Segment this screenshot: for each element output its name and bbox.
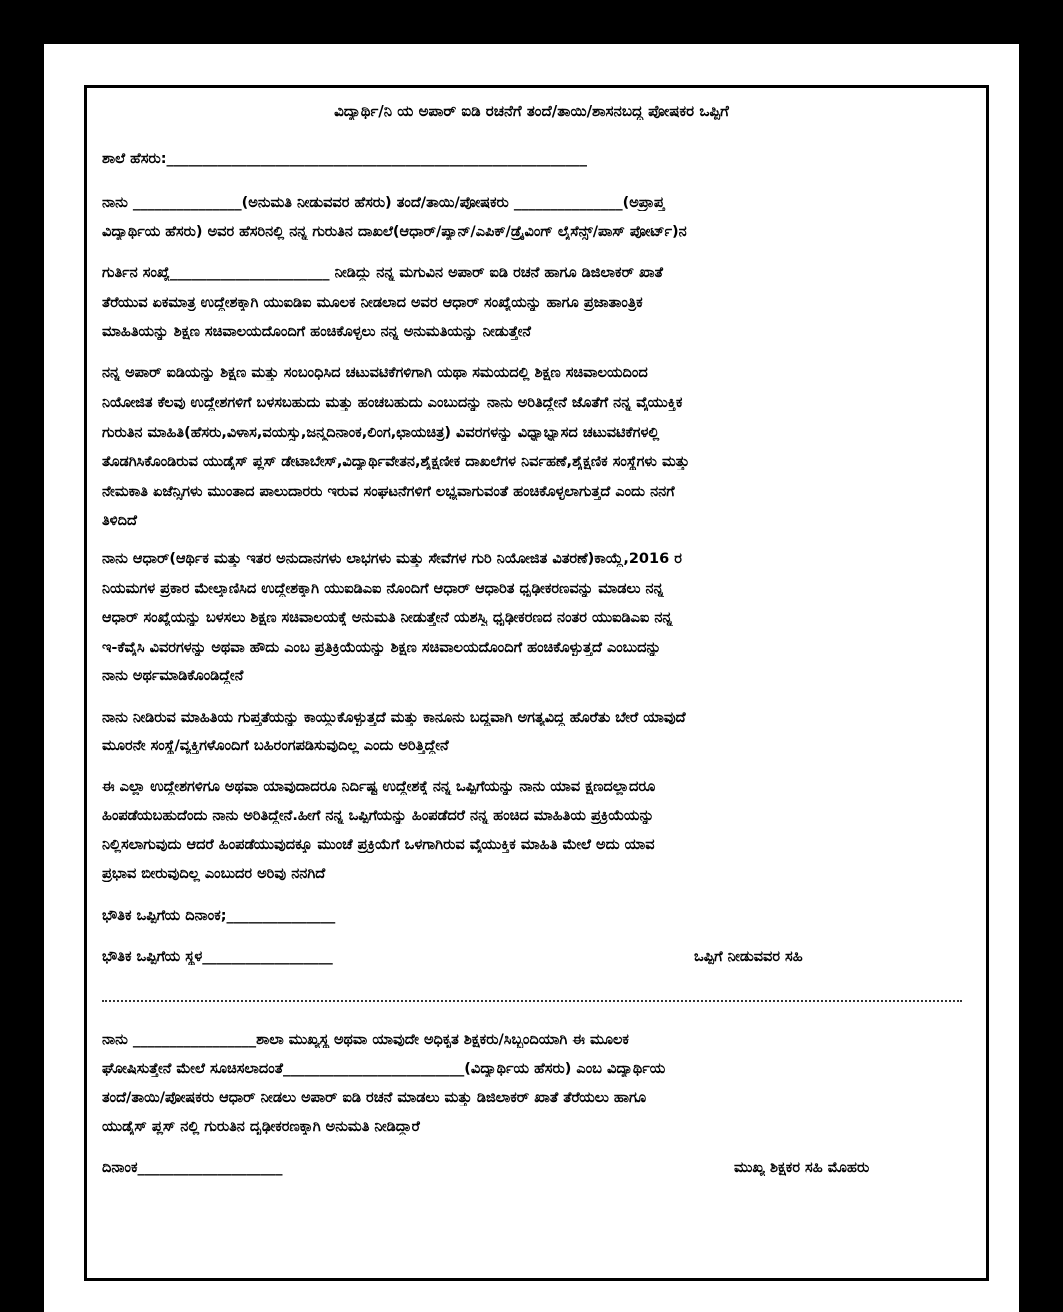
para3-line: ತೊಡಗಿಸಿಕೊಂಡಿರುವ ಯುಡೈಸ್ ಪ್ಲಸ್ ಡೇಟಾಬೇಸ್,ವಿದ್ಯಾರ್ಥಿವೇತನ,ಶೈಕ್ಷಣೀಕ ದಾಖಲೆಗಳ ನಿರ್ವಹಣೆ,ಶೈಕ್ಷಣಿಕ ಸಂಸ್ಥೆಗಳು ಮತ್ತು <box>102 454 690 470</box>
para2-line: ತೆರೆಯುವ ಏಕಮಾತ್ರ ಉದ್ದೇಶಕ್ಕಾಗಿ ಯುಐಡಿಐ ಮೂಲಕ ನೀಡಲಾದ ಅವರ ಆಧಾರ್ ಸಂಖ್ಯೆಯನ್ನು ಹಾಗೂ ಪ್ರಜಾತಾಂತ್ರಿಕ <box>102 295 643 311</box>
para6-line: ಪ್ರಭಾವ ಬೀರುವುದಿಲ್ಲ ಎಂಬುದರ ಅರಿವು ನನಗಿದೆ <box>102 866 326 882</box>
school-name-field: ಶಾಲೆ ಹೆಸರು:__________________________________________________________ <box>102 151 587 167</box>
para6-line: ಹಿಂಪಡೆಯಬಹುದೆಂದು ನಾನು ಅರಿತಿದ್ದೇನೆ.ಹೀಗೆ ನನ್ನ ಒಪ್ಪಿಗೆಯನ್ನು ಹಿಂಪಡೆದರೆ ನನ್ನ ಹಂಚಿದ ಮಾಹಿತಿಯ ಪ್ರಕ್ರಿಯೆಯನ್ನು <box>102 808 655 824</box>
para3-line: ನೇಮಕಾತಿ ಏಜೆನ್ಸಿಗಳು ಮುಂತಾದ ಪಾಲುದಾರರು ಇರುವ ಸಂಘಟನೆಗಳಿಗೆ ಲಭ್ಯವಾಗುವಂತೆ ಹಂಚಿಕೊಳ್ಳಲಾಗುತ್ತದೆ ಎಂದು ನನಗೆ <box>102 484 675 500</box>
para7-line: ತಂದೆ/ತಾಯಿ/ಪೋಷಕರು ಆಧಾರ್ ನೀಡಲು ಅಪಾರ್ ಐಡಿ ರಚನೆ ಮಾಡಲು ಮತ್ತು ಡಿಜಿಲಾಕರ್ ಖಾತೆ ತೆರೆಯಲು ಹಾಗೂ <box>102 1090 647 1106</box>
consent-signature-label: ಒಪ್ಪಿಗೆ ನೀಡುವವರ ಸಹಿ <box>694 949 803 965</box>
para3-line: ತಿಳಿದಿದೆ <box>102 513 137 529</box>
para1-line: ವಿದ್ಯಾರ್ಥಿಯ ಹೆಸರು) ಅವರ ಹೆಸರಿನಲ್ಲಿ ನನ್ನ ಗುರುತಿನ ದಾಖಲೆ(ಆಧಾರ್/ಪ್ಯಾನ್/ಎಪಿಕ್/ಡ್ರೈವಿಂಗ್ ಲೈಸೆನ್ಸ್/ಪಾಸ್ ಪೋರ್ಟ್)ನ <box>102 224 687 240</box>
para4-line: ಇ-ಕೆವೈಸಿ ವಿವರಗಳನ್ನು ಅಥವಾ ಹೌದು ಎಂಬ ಪ್ರತಿಕ್ರಿಯೆಯನ್ನು ಶಿಕ್ಷಣ ಸಚಿವಾಲಯದೊಂದಿಗೆ ಹಂಚಿಕೊಳ್ಳುತ್ತದೆ ಎಂಬುದನ್ನು <box>102 640 662 656</box>
para7-line: ಘೋಷಿಸುತ್ತೇನೆ ಮೇಲೆ ಸೂಚಿಸಲಾದಂತೆ_________________________(ವಿದ್ಯಾರ್ಥಿಯ ಹೆಸರು) ಎಂಬ ವಿದ್ಯಾರ್ಥಿಯ <box>102 1061 666 1077</box>
para2-line: ಮಾಹಿತಿಯನ್ನು ಶಿಕ್ಷಣ ಸಚಿವಾಲಯದೊಂದಿಗೆ ಹಂಚಿಕೊಳ್ಳಲು ನನ್ನ ಅನುಮತಿಯನ್ನು ನೀಡುತ್ತೇನೆ <box>102 324 532 340</box>
para5-line: ಮೂರನೇ ಸಂಸ್ಥೆ/ವ್ಯಕ್ತಿಗಳೊಂದಿಗೆ ಬಹಿರಂಗಪಡಿಸುವುದಿಲ್ಲ ಎಂದು ಅರಿತ್ತಿದ್ದೇನೆ <box>102 738 449 754</box>
consent-date-field: ಭೌತಿಕ ಒಪ್ಪಿಗೆಯ ದಿನಾಂಕ;_______________ <box>102 908 336 924</box>
para7-line: ಯುಡೈಸ್ ಪ್ಲಸ್ ನಲ್ಲಿ ಗುರುತಿನ ದೃಢೀಕರಣಕ್ಕಾಗಿ ಅನುಮತಿ ನೀಡಿದ್ದಾರೆ <box>102 1119 420 1135</box>
para4-line: ನಾನು ಆಧಾರ್(ಆರ್ಥಿಕ ಮತ್ತು ಇತರ ಅನುದಾನಗಳು ಲಾಭಗಳು ಮತ್ತು ಸೇವೆಗಳ ಗುರಿ ನಿಯೋಜಿತ ವಿತರಣೆ)ಕಾಯ್ದೆ,2016 ರ <box>102 551 682 567</box>
consent-place-field: ಭೌತಿಕ ಒಪ್ಪಿಗೆಯ ಸ್ಥಳ__________________ <box>102 949 333 965</box>
para7-line: ನಾನು _________________ಶಾಲಾ ಮುಖ್ಯಸ್ಥ ಅಥವಾ ಯಾವುದೇ ಅಧಿಕೃತ ಶಿಕ್ಷಕರು/ಸಿಬ್ಬಂದಿಯಾಗಿ ಈ ಮೂಲಕ <box>102 1032 629 1048</box>
para3-line: ನನ್ನ ಅಪಾರ್ ಐಡಿಯನ್ನು ಶಿಕ್ಷಣ ಮತ್ತು ಸಂಬಂಧಿಸಿದ ಚಟುವಟಿಕೆಗಳಿಗಾಗಿ ಯಥಾ ಸಮಯದಲ್ಲಿ ಶಿಕ್ಷಣ ಸಚಿವಾಲಯದಿಂದ <box>102 365 648 381</box>
document-page <box>44 44 1019 1312</box>
para4-line: ನಾನು ಅರ್ಥಮಾಡಿಕೊಂಡಿದ್ದೇನೆ <box>102 668 244 684</box>
section-divider <box>102 1000 962 1002</box>
hm-date-field: ದಿನಾಂಕ____________________ <box>102 1160 283 1176</box>
para6-line: ಈ ಎಲ್ಲಾ ಉದ್ದೇಶಗಳಿಗೂ ಅಥವಾ ಯಾವುದಾದರೂ ನಿರ್ದಿಷ್ಟ ಉದ್ದೇಶಕ್ಕೆ ನನ್ನ ಒಪ್ಪಿಗೆಯನ್ನು ನಾನು ಯಾವ ಕ್ಷಣದಲ್ಲಾದರೂ <box>102 779 656 795</box>
para4-line: ನಿಯಮಗಳ ಪ್ರಕಾರ ಮೇಲ್ಕಾಣಿಸಿದ ಉದ್ದೇಶಕ್ಕಾಗಿ ಯುಐಡಿಎಐ ನೊಂದಿಗೆ ಆಧಾರ್ ಆಧಾರಿತ ಧೃಢೀಕರಣವನ್ನು ಮಾಡಲು ನನ್ನ <box>102 581 664 597</box>
para4-line: ಆಧಾರ್ ಸಂಖ್ಯೆಯನ್ನು ಬಳಸಲು ಶಿಕ್ಷಣ ಸಚಿವಾಲಯಕ್ಕೆ ಅನುಮತಿ ನೀಡುತ್ತೇನೆ ಯಶಸ್ವಿ ಧೃಢೀಕರಣದ ನಂತರ ಯುಐಡಿಎಐ ನನ್ನ <box>102 610 673 626</box>
form-title: ವಿದ್ಯಾರ್ಥಿ/ನಿ ಯ ಅಪಾರ್ ಐಡಿ ರಚನೆಗೆ ತಂದೆ/ತಾಯಿ/ಶಾಸನಬದ್ಧ ಪೋಷಕರ ಒಪ್ಪಿಗೆ <box>334 102 729 120</box>
para1-line: ನಾನು _______________(ಅನುಮತಿ ನೀಡುವವರ ಹೆಸರು) ತಂದೆ/ತಾಯಿ/ಪೋಷಕರು _______________(ಅಪ್ರಾಪ್ತ <box>102 195 665 211</box>
para5-line: ನಾನು ನೀಡಿರುವ ಮಾಹಿತಿಯ ಗುಪ್ತತೆಯನ್ನು ಕಾಯ್ದುಕೊಳ್ಳುತ್ತದೆ ಮತ್ತು ಕಾನೂನು ಬದ್ಧವಾಗಿ ಅಗತ್ಯವಿದ್ದ ಹೊರೆತು ಬೇರೆ ಯಾವುದೆ <box>102 710 686 726</box>
para6-line: ನಿಲ್ಲಿಸಲಾಗುವುದು ಆದರೆ ಹಿಂಪಡೆಯುವುದಕ್ಕೂ ಮುಂಚೆ ಪ್ರಕ್ರಿಯೆಗೆ ಒಳಗಾಗಿರುವ ವೈಯುಕ್ತಿಕ ಮಾಹಿತಿ ಮೇಲೆ ಅದು ಯಾವ <box>102 837 655 853</box>
hm-signature-label: ಮುಖ್ಯ ಶಿಕ್ಷಕರ ಸಹಿ ಮೊಹರು <box>734 1160 870 1176</box>
para3-line: ನಿಯೋಜಿತ ಕೆಲವು ಉದ್ದೇಶಗಳಿಗೆ ಬಳಸಬಹುದು ಮತ್ತು ಹಂಚಬಹುದು ಎಂಬುದನ್ನು ನಾನು ಅರಿತಿದ್ದೇನೆ ಜೊತೆಗೆ ನನ್ನ ವೈಯುಕ್ತಿಕ <box>102 395 683 411</box>
para3-line: ಗುರುತಿನ ಮಾಹಿತಿ(ಹೆಸರು,ವಿಳಾಸ,ವಯಸ್ಸು,ಜನ್ಮದಿನಾಂಕ,ಲಿಂಗ,ಛಾಯಚಿತ್ರ) ವಿವರಗಳನ್ನು ವಿಧ್ಯಾಭ್ಯಾಸದ ಚಟುವಟಿಕೆಗಳಲ್ಲಿ <box>102 425 660 441</box>
para2-line: ಗುರ್ತಿನ ಸಂಖ್ಯೆ______________________ ನೀಡಿದ್ದು ನನ್ನ ಮಗುವಿನ ಅಪಾರ್ ಐಡಿ ರಚನೆ ಹಾಗೂ ಡಿಜಿಲಾಕರ್ ಖಾತೆ <box>102 265 663 281</box>
